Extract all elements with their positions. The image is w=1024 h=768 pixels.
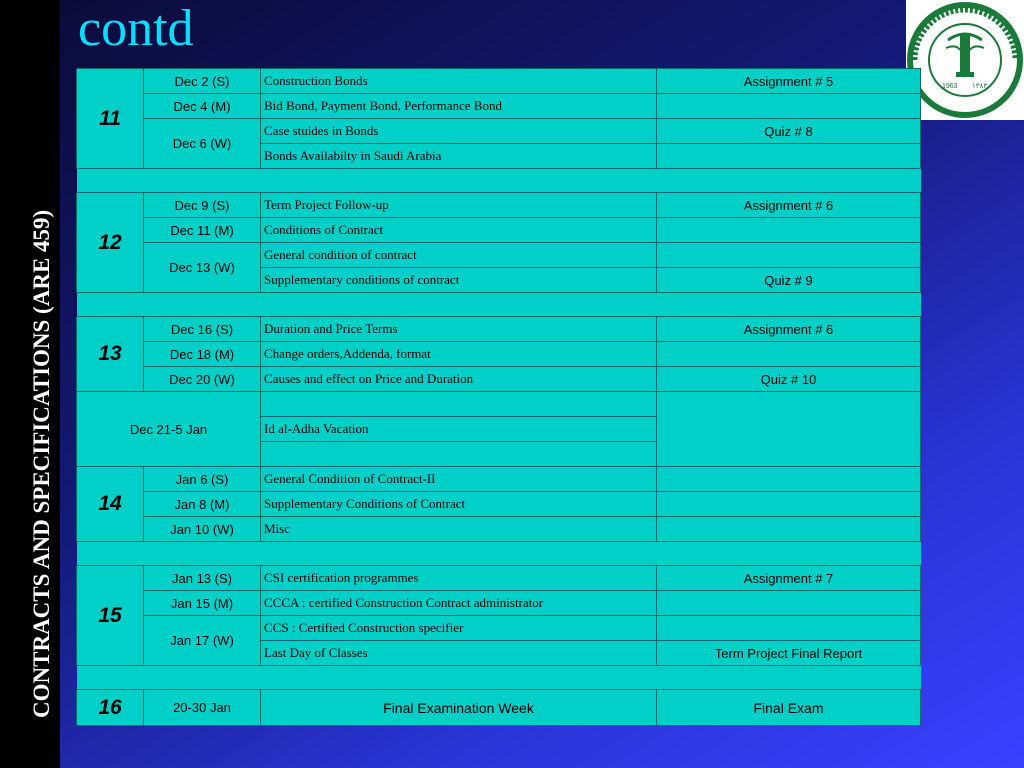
spacer-row: [77, 293, 921, 317]
schedule-table: [76, 68, 921, 726]
topic-cell: Conditions of Contract: [261, 218, 657, 243]
table-row: [77, 492, 921, 517]
spacer-row: [77, 542, 921, 566]
spacer-cell: [77, 542, 921, 566]
topic-cell: Last Day of Classes: [261, 641, 657, 666]
university-seal-icon: [906, 0, 1024, 120]
table-row: [77, 367, 921, 392]
week-number: 16: [77, 690, 144, 726]
table-row: [77, 317, 921, 342]
date-cell: Dec 11 (M): [144, 218, 261, 243]
table-row: [77, 94, 921, 119]
date-cell: Dec 9 (S): [144, 193, 261, 218]
assessment-cell: [657, 517, 921, 542]
topic-cell: [261, 442, 657, 467]
date-cell: Dec 20 (W): [144, 367, 261, 392]
topic-cell: Duration and Price Terms: [261, 317, 657, 342]
week-number: 11: [77, 69, 144, 169]
spacer-row: [77, 169, 921, 193]
assessment-cell: [657, 342, 921, 367]
assessment-cell: [657, 144, 921, 169]
date-cell: Jan 8 (M): [144, 492, 261, 517]
table-row: [77, 467, 921, 492]
date-cell: Jan 6 (S): [144, 467, 261, 492]
assessment-cell: Assignment # 6: [657, 193, 921, 218]
assessment-cell: Quiz # 8: [657, 119, 921, 144]
date-cell: Jan 15 (M): [144, 591, 261, 616]
table-row: [77, 243, 921, 268]
university-logo: [906, 0, 1024, 120]
date-cell: Dec 18 (M): [144, 342, 261, 367]
table-row: [77, 616, 921, 641]
assessment-cell: [657, 591, 921, 616]
logo-year-right: ١٣٨٣: [972, 83, 988, 90]
table-row: [77, 218, 921, 243]
topic-cell: [261, 392, 657, 417]
topic-cell: CSI certification programmes: [261, 566, 657, 591]
table-row: [77, 566, 921, 591]
assessment-cell: Assignment # 6: [657, 317, 921, 342]
assessment-cell: Quiz # 9: [657, 268, 921, 293]
spacer-cell: [77, 169, 921, 193]
topic-cell: General Condition of Contract-II: [261, 467, 657, 492]
topic-cell: Bid Bond, Payment Bond, Performance Bond: [261, 94, 657, 119]
table-row: [77, 342, 921, 367]
assessment-cell: [657, 94, 921, 119]
assessment-cell: [657, 218, 921, 243]
assessment-cell: [657, 392, 921, 467]
table-row: [77, 517, 921, 542]
assessment-cell: Quiz # 10: [657, 367, 921, 392]
date-cell: Jan 17 (W): [144, 616, 261, 666]
assessment-cell: [657, 467, 921, 492]
assessment-cell: Term Project Final Report: [657, 641, 921, 666]
week-number: 12: [77, 193, 144, 293]
spacer-cell: [77, 666, 921, 690]
topic-cell: Causes and effect on Price and Duration: [261, 367, 657, 392]
assessment-cell: Assignment # 7: [657, 566, 921, 591]
week-number: 15: [77, 566, 144, 666]
date-cell: Dec 2 (S): [144, 69, 261, 94]
spacer-cell: [77, 293, 921, 317]
topic-cell: Construction Bonds: [261, 69, 657, 94]
topic-cell: Bonds Availabilty in Saudi Arabia: [261, 144, 657, 169]
date-cell: Dec 4 (M): [144, 94, 261, 119]
topic-cell: Supplementary Conditions of Contract: [261, 492, 657, 517]
topic-cell: General condition of contract: [261, 243, 657, 268]
side-title: CONTRACTS AND SPECIFICATIONS (ARE 459): [29, 209, 54, 718]
spacer-row: [77, 666, 921, 690]
table-row: [77, 690, 921, 726]
date-cell: Dec 6 (W): [144, 119, 261, 169]
date-cell: Jan 13 (S): [144, 566, 261, 591]
assessment-cell: [657, 616, 921, 641]
assessment-cell: Assignment # 5: [657, 69, 921, 94]
assessment-cell: [657, 243, 921, 268]
week-number: 13: [77, 317, 144, 392]
topic-cell: Term Project Follow-up: [261, 193, 657, 218]
week-number: 14: [77, 467, 144, 542]
date-cell: Jan 10 (W): [144, 517, 261, 542]
topic-cell: Misc: [261, 517, 657, 542]
table-row: [77, 119, 921, 144]
table-row: [77, 69, 921, 94]
topic-cell: Final Examination Week: [261, 690, 657, 726]
vacation-topic-cell: Id al-Adha Vacation: [261, 417, 657, 442]
topic-cell: Case stuides in Bonds: [261, 119, 657, 144]
vacation-date-cell: Dec 21-5 Jan: [77, 392, 261, 467]
date-cell: 20-30 Jan: [144, 690, 261, 726]
assessment-cell: [657, 492, 921, 517]
table-row: [77, 193, 921, 218]
topic-cell: Supplementary conditions of contract: [261, 268, 657, 293]
topic-cell: CCCA : certified Construction Contract administrator: [261, 591, 657, 616]
date-cell: Dec 13 (W): [144, 243, 261, 293]
date-cell: Dec 16 (S): [144, 317, 261, 342]
table-row: [77, 392, 921, 417]
assessment-cell: Final Exam: [657, 690, 921, 726]
page-title: contd: [78, 0, 194, 57]
logo-year-left: 1963: [942, 83, 958, 90]
topic-cell: CCS : Certified Construction specifier: [261, 616, 657, 641]
table-row: [77, 591, 921, 616]
topic-cell: Change orders,Addenda, format: [261, 342, 657, 367]
